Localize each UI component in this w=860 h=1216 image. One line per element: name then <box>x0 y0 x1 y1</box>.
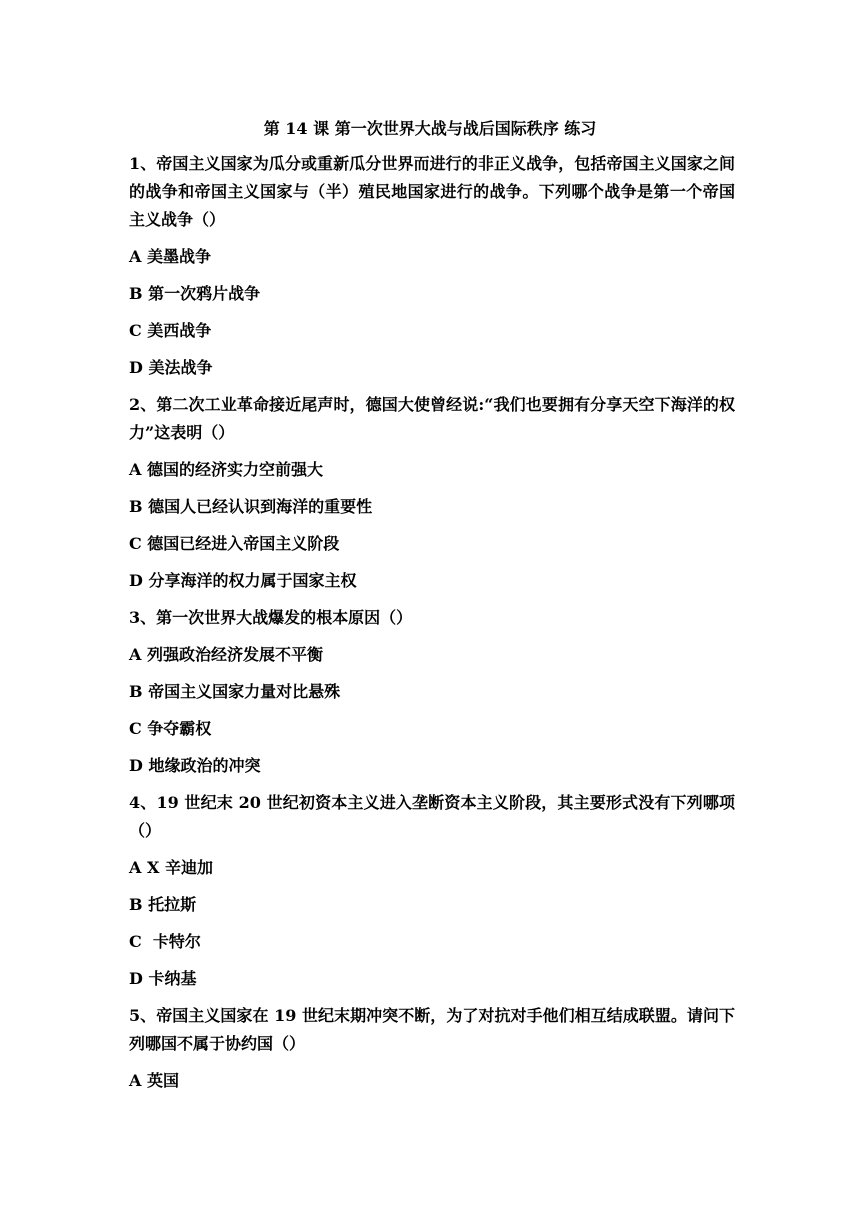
question-5-text: 5、帝国主义国家在 19 世纪末期冲突不断，为了对抗对手他们相互结成联盟。请问下列哪国不属于协约国（） <box>129 1006 735 1053</box>
question-2-option-a: A 德国的经济实力空前强大 <box>129 460 323 479</box>
question-3-option-a: A 列强政治经济发展不平衡 <box>129 645 323 664</box>
question-4-text: 4、19 世纪末 20 世纪初资本主义进入垄断资本主义阶段，其主要形式没有下列哪项（） <box>129 793 735 840</box>
question-4-option-c: C 卡特尔 <box>129 932 201 951</box>
question-3-text: 3、第一次世界大战爆发的根本原因（） <box>129 608 413 627</box>
question-1-text: 1、帝国主义国家为瓜分或重新瓜分世界而进行的非正义战争，包括帝国主义国家之间的战争和帝国主义国家与（半）殖民地国家进行的战争。下列哪个战争是第一个帝国主义战争（） <box>129 154 735 229</box>
question-4-option-d: D 卡纳基 <box>129 969 197 988</box>
question-2-option-d: D 分享海洋的权力属于国家主权 <box>129 571 357 590</box>
question-1-option-d: D 美法战争 <box>129 358 213 377</box>
question-list <box>129 150 735 1104</box>
question-5-option-a: A 英国 <box>129 1071 179 1090</box>
question-3-option-d: D 地缘政治的冲突 <box>129 756 261 775</box>
question-1-option-c: C 美西战争 <box>129 321 212 340</box>
question-3-option-c: C 争夺霸权 <box>129 719 212 738</box>
question-2-text: 2、第二次工业革命接近尾声时，德国大使曾经说:“我们也要拥有分享天空下海洋的权力”这表明（） <box>129 395 735 442</box>
question-1-option-b: B 第一次鸦片战争 <box>129 284 261 303</box>
question-4-option-b: B 托拉斯 <box>129 895 197 914</box>
question-3-option-b: B 帝国主义国家力量对比悬殊 <box>129 682 341 701</box>
question-1-option-a: A 美墨战争 <box>129 247 211 266</box>
page-title: 第 14 课 第一次世界大战与战后国际秩序 练习 <box>263 119 597 138</box>
question-2-option-c: C 德国已经进入帝国主义阶段 <box>129 534 340 553</box>
question-2-option-b: B 德国人已经认识到海洋的重要性 <box>129 497 373 516</box>
question-4-option-a: A X 辛迪加 <box>129 858 213 877</box>
